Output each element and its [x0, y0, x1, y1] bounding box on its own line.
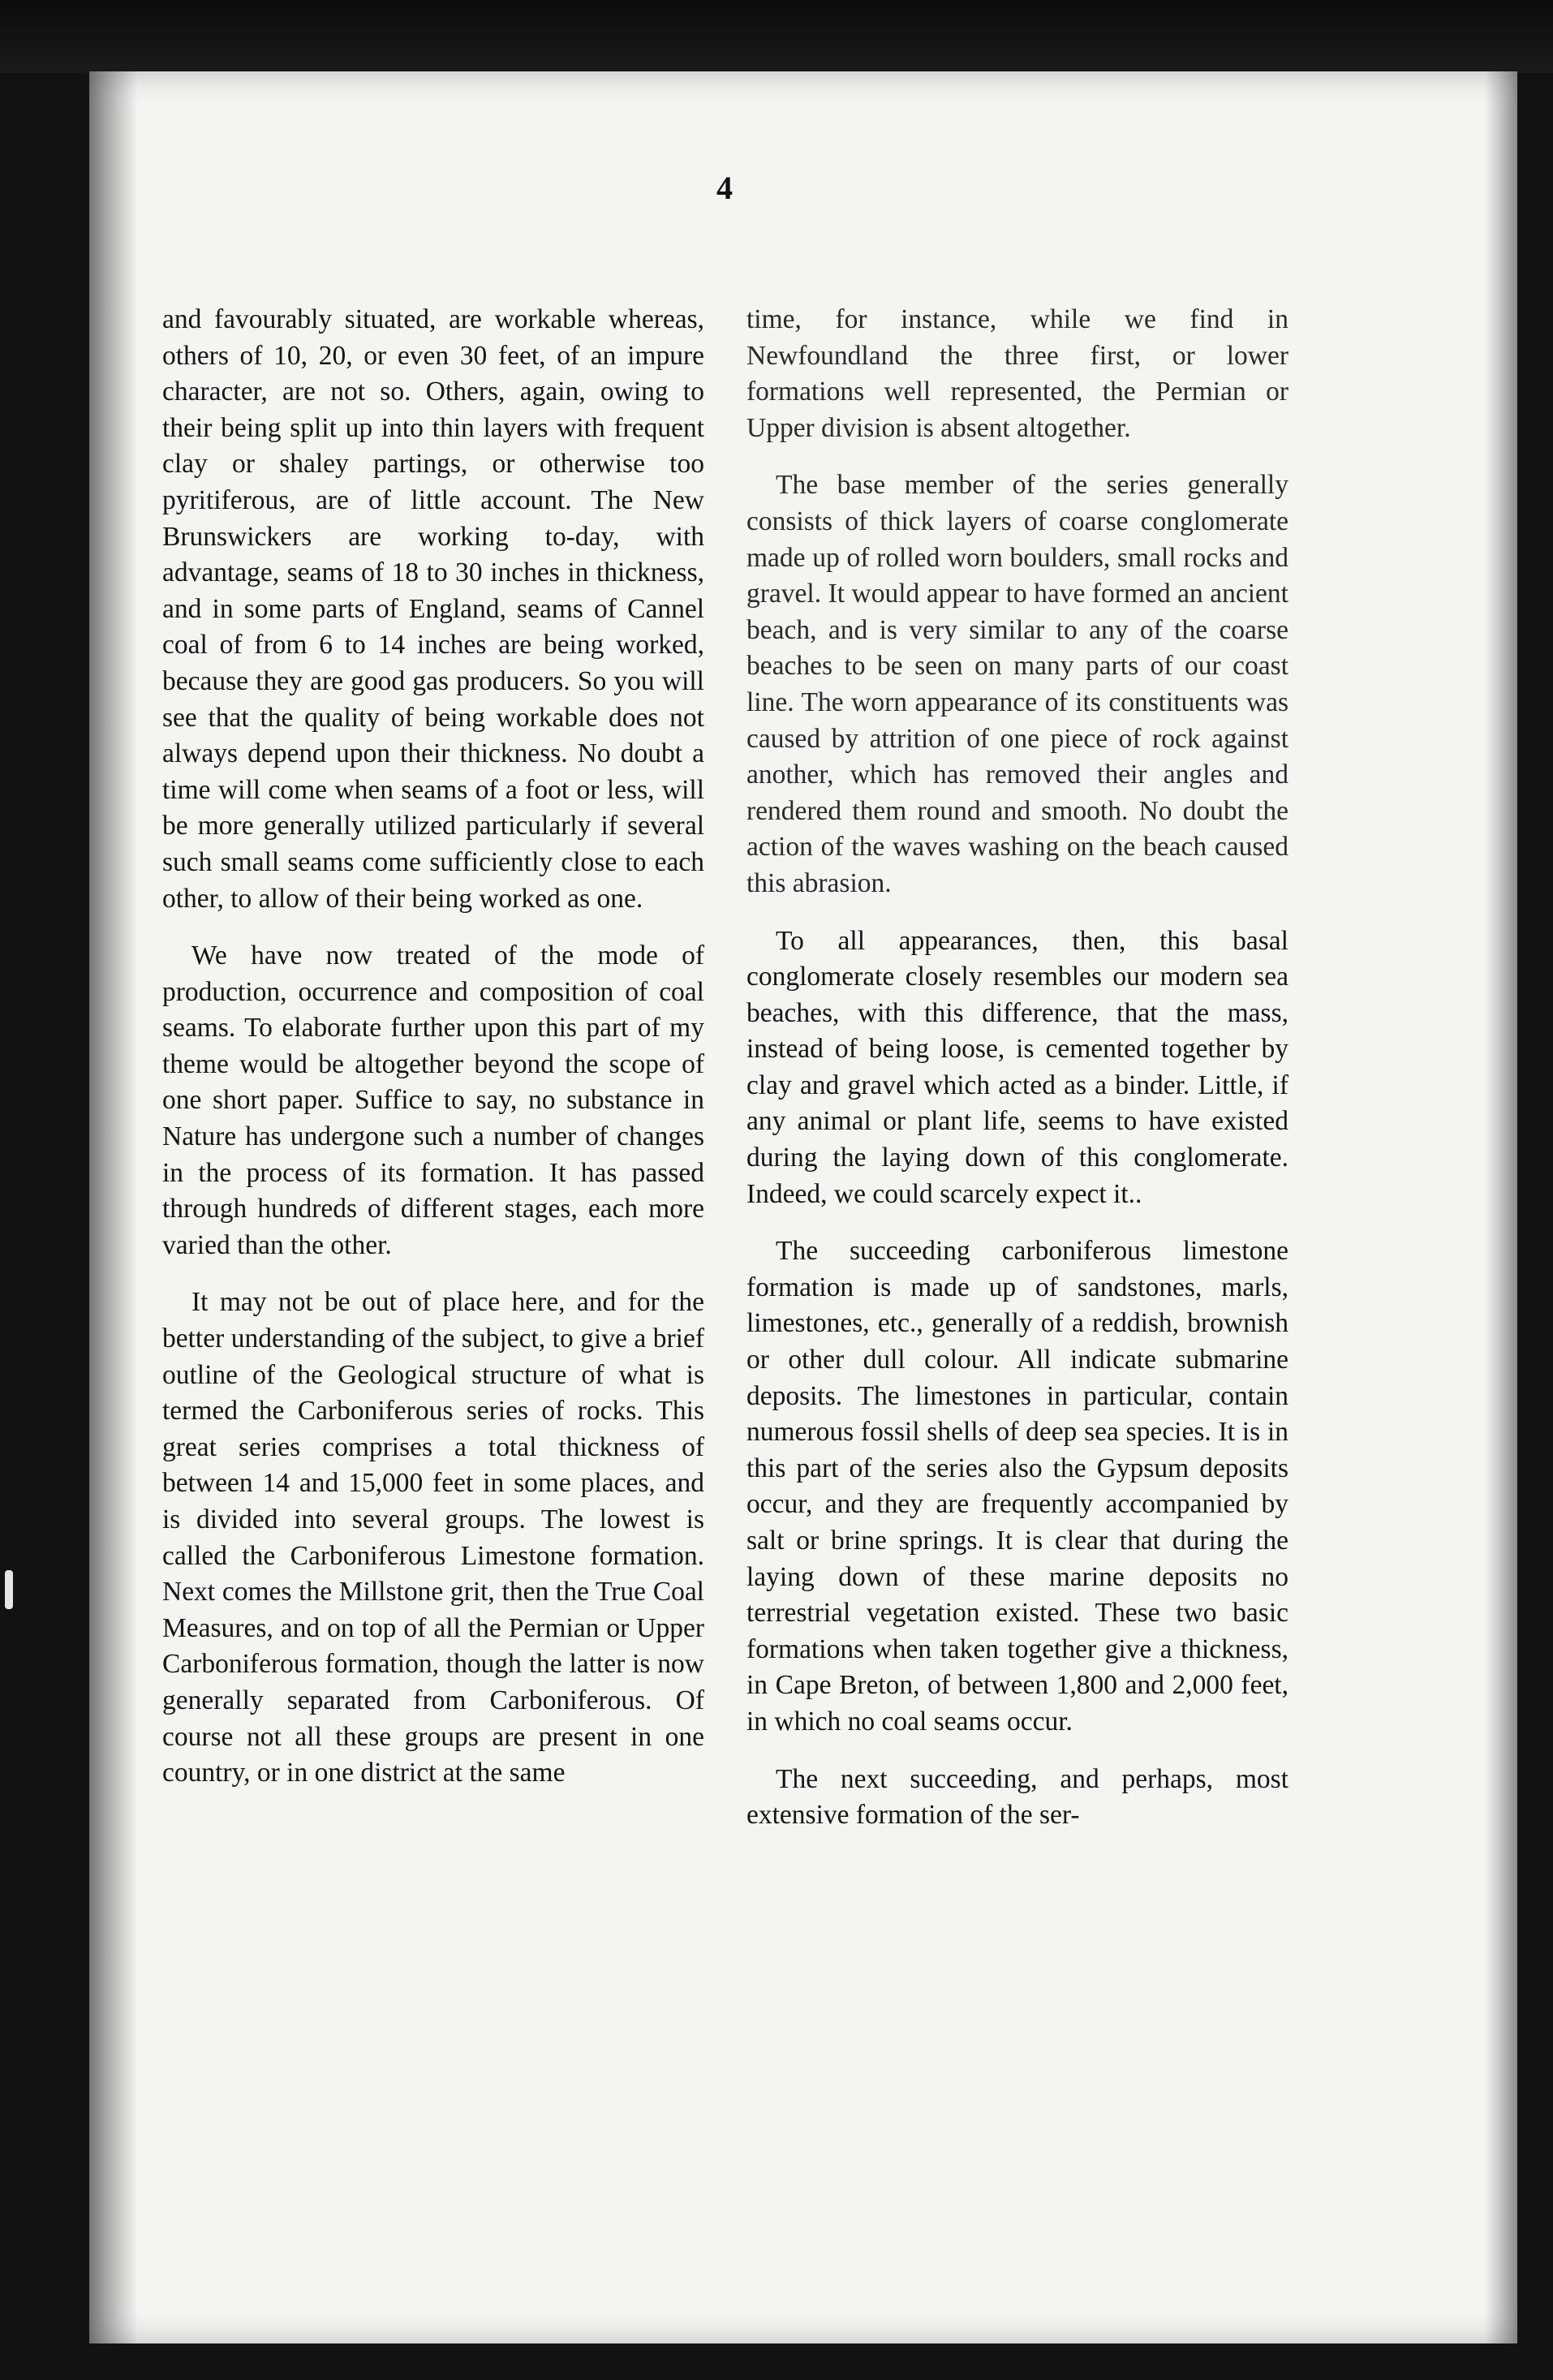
- scan-background: [0, 0, 1553, 73]
- paragraph: The succeeding carboniferous limestone formation is made up of sandstones, marls, limestones, etc., generally of a reddish, brownish or other dull colour. All indicate submarine deposits. The limestones in particular, contain numerous fossil shells of deep sea species. It is in this part of the series also the Gypsum deposits occur, and they are frequently accompanied by salt or brine springs. It is clear that during the laying down of these marine deposits no terrestrial vegetation existed. These two basic formations when taken together give a thickness, in Cape Breton, of between 1,800 and 2,000 feet, in which no coal seams occur.: [746, 1236, 1288, 1737]
- paragraph: We have now treated of the mode of production, occurrence and composition of coal seams. To elaborate further upon this part of my theme would be altogether beyond the scope of one short paper. Suffice to say, no substance in Nature has undergone such a number of changes in the process of its formation. It has passed through hundreds of different stages, each more varied than the other.: [162, 940, 704, 1260]
- left-column: [162, 302, 704, 1813]
- paragraph: time, for instance, while we find in Newfoundland the three first, or lower formations well represented, the Permian or Upper division is absent altogether.: [746, 304, 1288, 443]
- paragraph: It may not be out of place here, and for the better understanding of the subject, to give a brief outline of the Geological structure of what is termed the Carboniferous series of rocks. This great series comprises a total thickness of between 14 and 15,000 feet in some places, and is divided into several groups. The lowest is called the Carboniferous Limestone formation. Next comes the Millstone grit, then the True Coal Measures, and on top of all the Permian or Upper Carboniferous formation, though the latter is now generally separated from Carboniferous. Of course not all these groups are present in one country, or in one district at the same: [162, 1287, 704, 1788]
- page-shadow-left: [89, 71, 138, 2343]
- paragraph: The base member of the series generally consists of thick layers of coarse conglomerate made up of rolled worn boulders, small rocks and gravel. It would appear to have formed an ancient beach, and is very similar to any of the coarse beaches to be seen on many parts of our coast line. The worn appearance of its constituents was caused by attrition of one piece of rock against another, which has removed their angles and rendered them round and smooth. No doubt the action of the waves washing on the beach caused this abrasion.: [746, 470, 1288, 898]
- paragraph: To all appearances, then, this basal conglomerate closely resembles our modern sea beaches, with this difference, that the mass, instead of being loose, is cemented together by clay and gravel which acted as a binder. Little, if any animal or plant life, seems to have existed during the laying down of this conglomerate. Indeed, we could scarcely expect it..: [746, 925, 1288, 1209]
- page-shadow-right: [1485, 71, 1517, 2343]
- right-column: [746, 302, 1288, 1855]
- paragraph: The next succeeding, and perhaps, most extensive formation of the ser-: [746, 1763, 1288, 1831]
- scan-artifact: [5, 1570, 13, 1609]
- paragraph: and favourably situated, are workable whereas, others of 10, 20, or even 30 feet, of an impure character, are not so. Others, again, owing to their being split up into thin layers with frequent clay or shaley partings, or otherwise too pyritiferous, are of little account. The New Brunswickers are working to-day, with advantage, seams of 18 to 30 inches in thickness, and in some parts of England, seams of Cannel coal of from 6 to 14 inches are being worked, because they are good gas producers. So you will see that the quality of being workable does not always depend upon their thickness. No doubt a time will come when seams of a foot or less, will be more generally utilized particularly if several such small seams come sufficiently close to each other, to allow of their being worked as one.: [162, 304, 704, 914]
- page-number: 4: [716, 170, 733, 206]
